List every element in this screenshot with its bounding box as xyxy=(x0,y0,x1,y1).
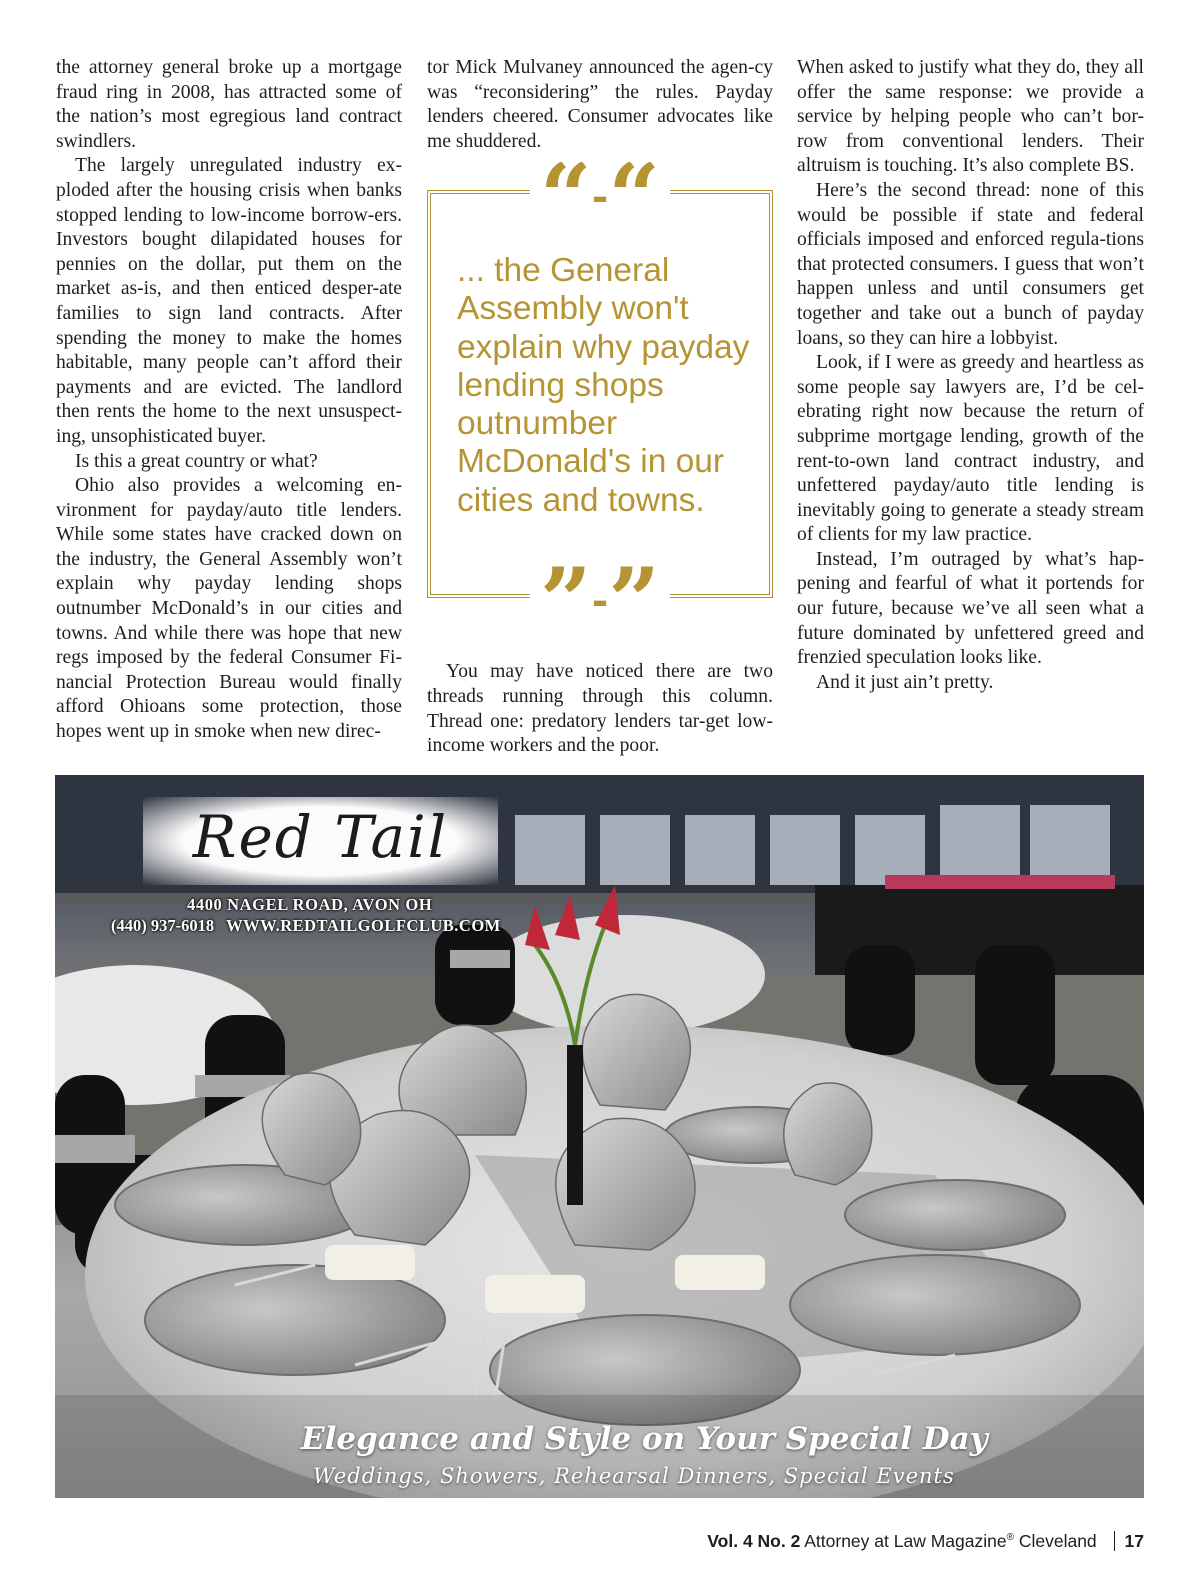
article-paragraph: Is this a great country or what? xyxy=(75,450,318,472)
article-paragraph: The largely unregulated industry ex-ploded after the housing crisis when banks stopped lending to low-income borrow-ers. Investors bought dilapidated houses for pennies on the dollar, put them on the market as-is, and then enticed desper-ate families to sign land contracts. After spending the money to make the homes habitable, many people can’t afford their payments and are evicted. The landlord then rents the home to the next unsuspect-ing, unsophisticated buyer. xyxy=(56,155,402,447)
close-quote-icon: ”-” xyxy=(530,566,670,628)
pull-quote xyxy=(427,162,773,628)
magazine-name: Attorney at Law Magazine xyxy=(804,1531,1007,1551)
logo-wordmark: Red Tail xyxy=(192,803,449,871)
page-number: 17 xyxy=(1124,1531,1144,1551)
ad-headline: Elegance and Style on Your Special Day xyxy=(301,1421,988,1457)
article-paragraph: And it just ain’t pretty. xyxy=(816,671,994,693)
page-footer xyxy=(707,1525,1144,1551)
article-column-3 xyxy=(797,56,1144,695)
article-paragraph: Here’s the second thread: none of this would be possible if state and federal officials imposed and enforced regula-tions that protected consumers. I guess that won’t happen unless and until consumers get together and take out a bunch of payday loans, so they can hire a lobbyist. xyxy=(797,179,1144,349)
ad-subline: Weddings, Showers, Rehearsal Dinners, Special Events xyxy=(313,1464,955,1488)
issue-volume: Vol. 4 No. 2 xyxy=(707,1531,801,1551)
open-quote-icon: “-“ xyxy=(530,162,670,224)
pull-quote-text: ... the General Assembly won't explain why payday lending shops outnumber McDonald's in our cities and towns. xyxy=(457,252,750,519)
article-paragraph: the attorney general broke up a mortgage fraud ring in 2008, has attracted some of the nation’s most egregious land contract swindlers. xyxy=(56,57,402,152)
ad-address: 4400 NAGEL ROAD, AVON OH xyxy=(187,895,433,914)
article-paragraph: Look, if I were as greedy and heartless as some people say lawyers are, I’d be cel-ebrating right now because the return of subprime mortgage lending, growth of the rent-to-own land contract industry, and unfettered payday/auto title lending is inevitably going to generate a steady stream of clients for my law practice. xyxy=(797,352,1144,546)
ad-contact xyxy=(111,916,501,936)
ad-website-link[interactable]: WWW.REDTAILGOLFCLUB.COM xyxy=(226,916,501,935)
article-paragraph: You may have noticed there are two threads running through this column. Thread one: predatory lenders tar-get low-income workers and the poor. xyxy=(427,661,773,757)
red-tail-logo[interactable] xyxy=(143,797,498,885)
article-paragraph: tor Mick Mulvaney announced the agen-cy was “reconsidering” the rules. Payday lenders cheered. Consumer advocates like me shuddered. xyxy=(427,57,773,152)
advertisement[interactable] xyxy=(55,775,1144,1498)
edition-city: Cleveland xyxy=(1018,1531,1097,1551)
article-paragraph: When asked to justify what they do, they all offer the same response: we provide a service by helping people who can’t bor-row from conventional lenders. Their altruism is touching. It’s also complete BS. xyxy=(797,57,1144,177)
registered-mark: ® xyxy=(1006,1532,1014,1543)
article-column-1 xyxy=(56,56,402,745)
article-paragraph: Instead, I’m outraged by what’s hap-pening and fearful of what it portends for our future, because we’ve all seen what a future dominated by unfettered greed and frenzied speculation looks like. xyxy=(797,548,1144,669)
ad-phone-number: (440) 937-6018 xyxy=(111,916,215,935)
footer-divider xyxy=(1114,1531,1115,1551)
article-paragraph: Ohio also provides a welcoming en-vironment for payday/auto title lenders. While some states have cracked down on the industry, the General Assembly won’t explain why payday lending shops outnumber McDonald’s in our cities and towns. And while there was hope that new regs imposed by the federal Consumer Fi-nancial Protection Bureau would finally afford Ohioans some protection, those hopes went up in smoke when new direc- xyxy=(56,475,402,743)
